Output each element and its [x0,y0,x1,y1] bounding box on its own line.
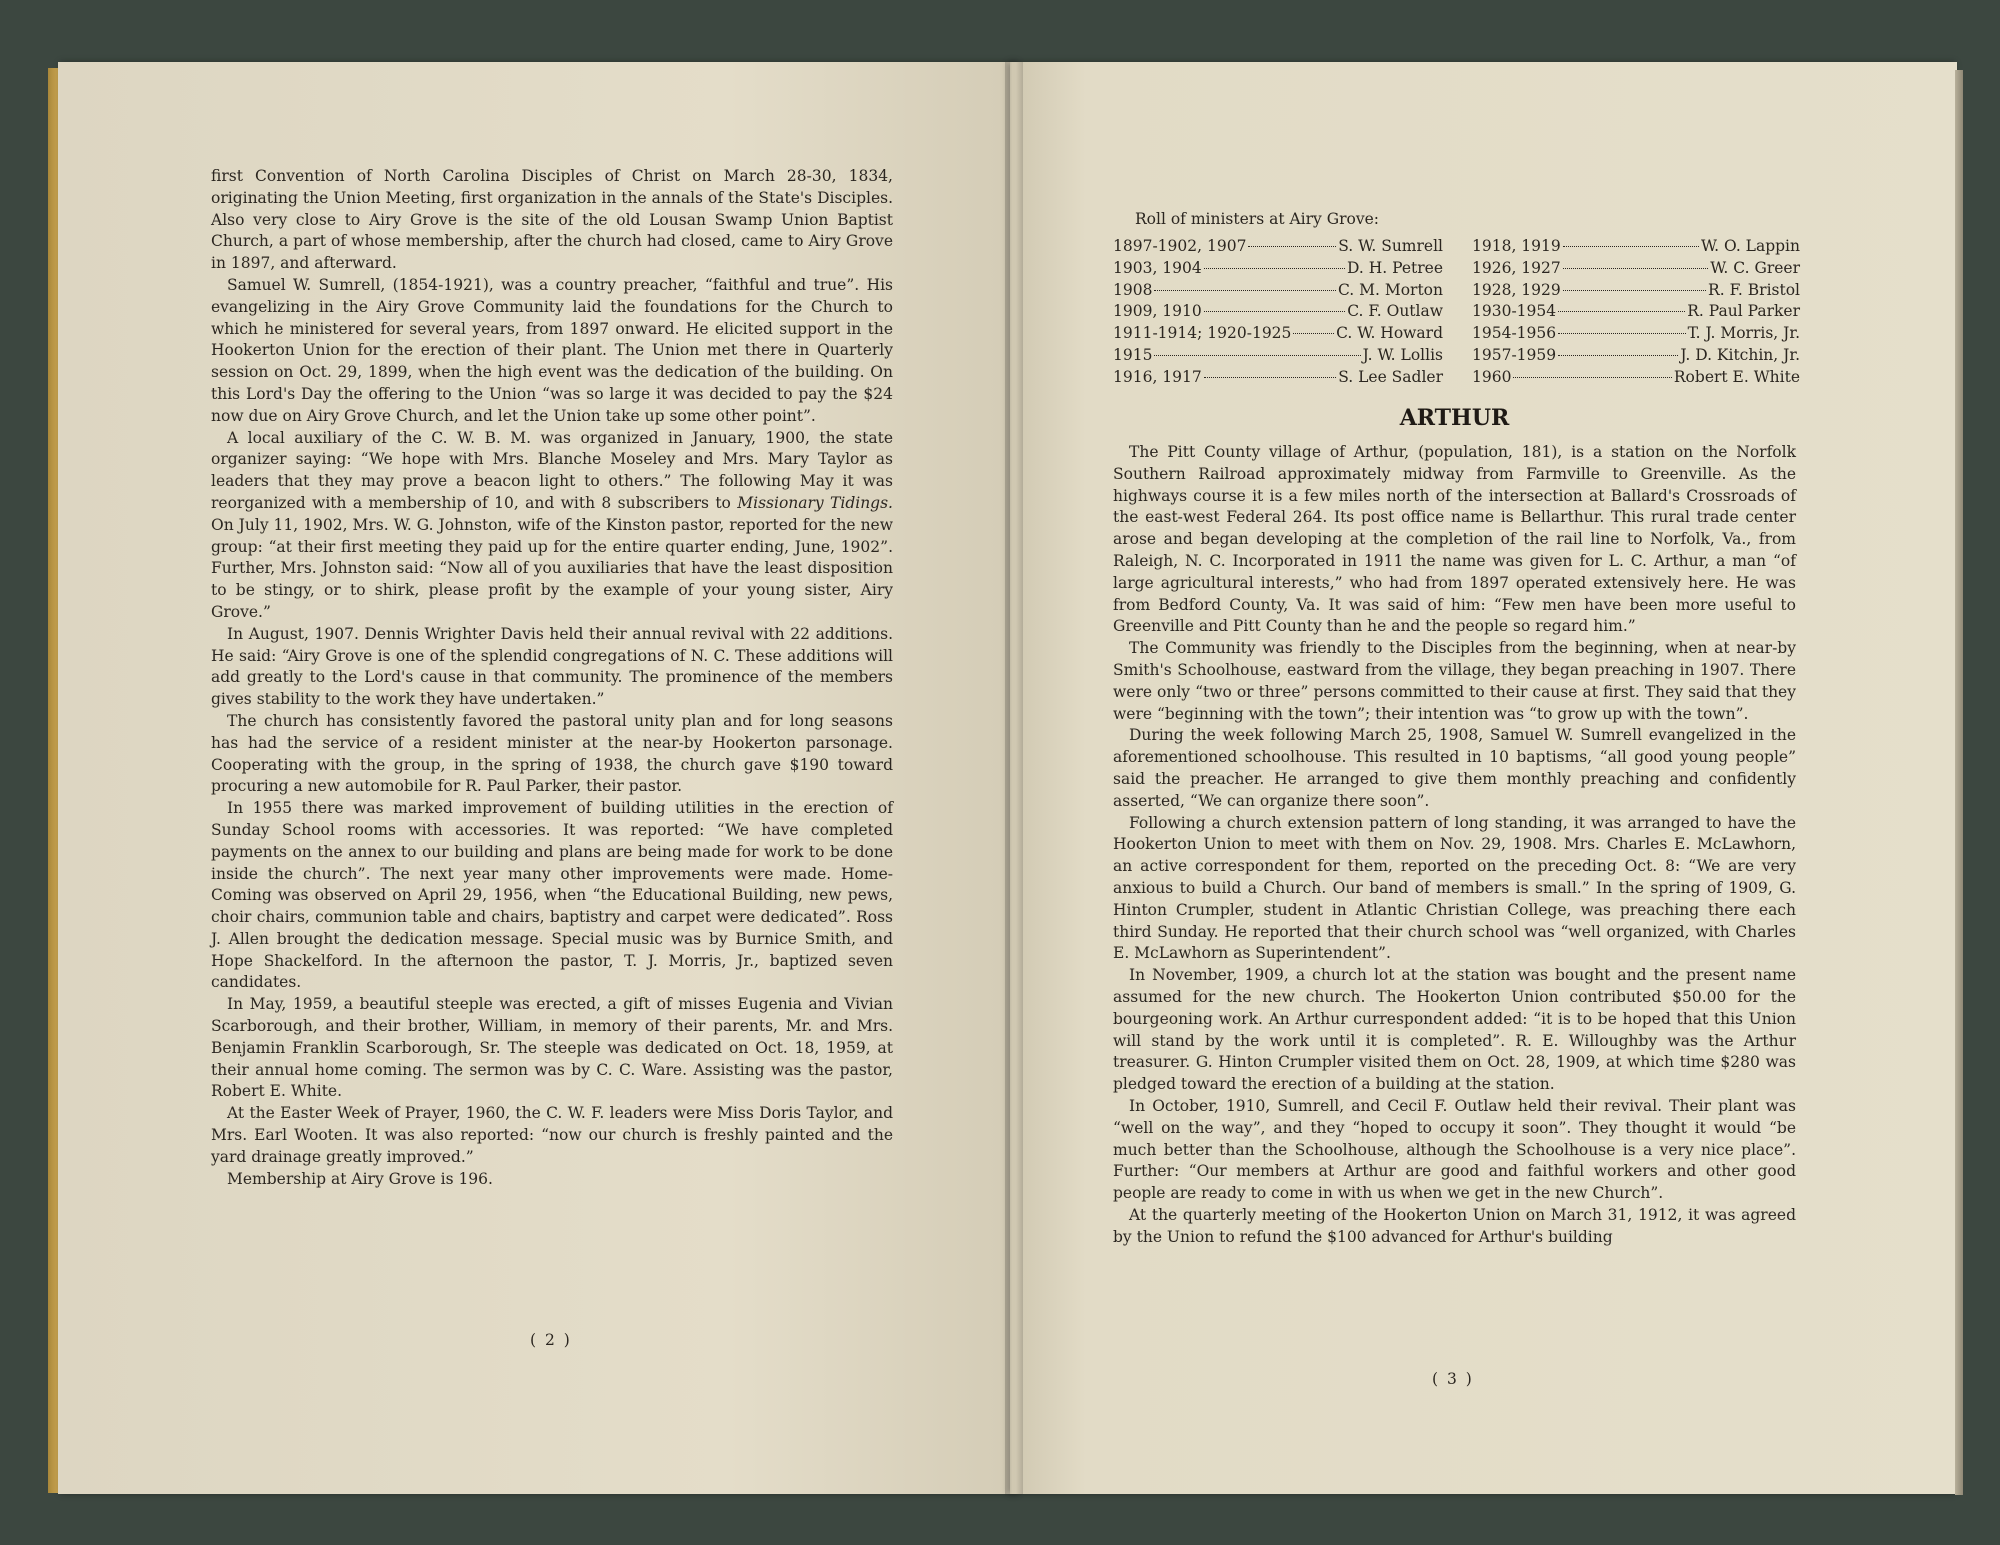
paragraph: The Pitt County village of Arthur, (population, 181), is a station on the Norfolk Southern Railroad approximately midway from Farmville to Greenville. As the highways course it is a few miles north of the intersection at Ballard's Crossroads of the east-west Federal 264. Its post office name is Bellarthur. This rural trade center arose and began developing at the completion of the rail line to Norfolk, Va., from Raleigh, N. C. Incorporated in 1911 the name was given for L. C. Arthur, a man “of large agricultural interests,” who had from 1897 operated extensively here. He was from Bedford County, Va. It was said of him: “Few men have been more useful to Greenville and Pitt County than he and the people so regard him.” [1113,443,1796,636]
paragraph: At the quarterly meeting of the Hookerton Union on March 31, 1912, it was agreed by the Union to refund the $100 advanced for Arthur's building [1113,1205,1796,1246]
roll-row: 1930-1954 R. Paul Parker [1472,302,1800,321]
paragraph: In November, 1909, a church lot at the station was bought and the present name assumed for the new church. The Hookerton Union contributed $50.00 for the bourgeoning work. An Arthur currespondent added: “it is to be hoped that this Union will stand by the work until it is completed”. R. E. Willoughby was the Arthur treasurer. G. Hinton Crumpler visited them on Oct. 28, 1909, at which time $280 was pledged toward the erection of a building at the station. [1113,966,1796,1094]
paragraph: Samuel W. Sumrell, (1854-1921), was a country preacher, “faithful and true”. His evangelizing in the Airy Grove Community laid the foundations for the Church to which he ministered for several years, from 1897 onward. He elicited support in the Hookerton Union for the erection of their plant. The Union met there in Quarterly session on Oct. 29, 1899, when the high event was the dedication of the building. On this Lord's Day the offering to the Union “was so large it was decided to pay the $24 now due on Airy Grove Church, and let the Union take up some other point”. [211,275,893,425]
roll-row: 1909, 1910 C. F. Outlaw [1113,302,1443,321]
roll-row: 1960 Robert E. White [1472,367,1800,386]
roll-row: 1928, 1929 R. F. Bristol [1472,280,1800,299]
right-page-body [1113,442,1796,1248]
paragraph: In August, 1907. Dennis Wrighter Davis held their annual revival with 22 additions. He said: “Airy Grove is one of the splendid congregations of N. C. These additions will add greatly to the Lord's cause in that community. The prominence of the members gives stability to the work they have undertaken.” [211,624,893,709]
paragraph: In 1955 there was marked improvement of building utilities in the erection of Sunday School rooms with accessories. It was reported: “We have completed payments on the annex to our building and plans are being made for work to be done inside the church”. The next year many other improvements were made. Home-Coming was observed on April 29, 1956, when “the Educational Building, new pews, choir chairs, communion table and chairs, baptistry and carpet were dedicated”. Ross J. Allen brought the dedication message. Special music was by Burnice Smith, and Hope Shackelford. In the afternoon the pastor, T. J. Morris, Jr., baptized seven candidates. [211,799,893,992]
page-number-left: ( 2 ) [530,1331,572,1349]
roll-row: 1916, 1917 S. Lee Sadler [1113,367,1443,386]
book-gutter [1005,62,1023,1494]
roll-row: 1903, 1904 D. H. Petree [1113,258,1443,277]
roll-heading: Roll of ministers at Airy Grove: [1135,210,1379,228]
left-page-body [211,166,893,1190]
publication-title: Missionary Tidings. [737,493,893,512]
roll-row: 1908 C. M. Morton [1113,280,1443,299]
roll-row: 1954-1956 T. J. Morris, Jr. [1472,324,1800,343]
roll-list-right [1472,236,1800,389]
right-page-edge [1955,70,1963,1495]
roll-row: 1918, 1919 W. O. Lappin [1472,237,1800,255]
paragraph: During the week following March 25, 1908, Samuel W. Sumrell evangelized in the aforementioned schoolhouse. This resulted in 10 baptisms, “all good young people” said the preacher. He arranged to give them monthly preaching and confidently asserted, “We can organize there soon”. [1113,726,1796,810]
paragraph: The Community was friendly to the Disciples from the beginning, when at near-by Smith's Schoolhouse, eastward from the village, they began preaching in 1907. There were only “two or three” persons committed to their cause at first. They said that they were “beginning with the town”; their intention was “to grow up with the town”. [1113,639,1796,723]
roll-row: 1897-1902, 1907 S. W. Sumrell [1113,237,1443,255]
paragraph: In October, 1910, Sumrell, and Cecil F. Outlaw held their revival. Their plant was “well on the way”, and they “hoped to occupy it soon”. They thought it would “be much better than the Schoolhouse, although the Schoolhouse is a very nice place”. Further: “Our members at Arthur are good and faithful workers and other good people are ready to come in with us when we get in the new Church”. [1113,1096,1796,1203]
roll-row: 1915 J. W. Lollis [1113,345,1443,364]
paragraph: Following a church extension pattern of long standing, it was arranged to have the Hookerton Union to meet with them on Nov. 29, 1908. Mrs. Charles E. McLawhorn, an active correspondent for them, reported on the preceding Oct. 8: “We are very anxious to build a Church. Our band of members is small.” In the spring of 1909, G. Hinton Crumpler, student in Atlantic Christian College, was preaching there each third Sunday. He reported that their church school was “well organized, with Charles E. McLawhorn as Superintendent”. [1113,813,1796,963]
page-number-right: ( 3 ) [1432,1370,1474,1388]
roll-row: 1911-1914; 1920-1925 C. W. Howard [1113,324,1443,343]
roll-row: 1957-1959 J. D. Kitchin, Jr. [1472,345,1800,364]
paragraph: Membership at Airy Grove is 196. [227,1169,493,1188]
paragraph: The church has consistently favored the pastoral unity plan and for long seasons has had the service of a resident minister at the near-by Hookerton parsonage. Cooperating with the group, in the spring of 1938, the church gave $190 toward procuring a new automobile for R. Paul Parker, their pastor. [211,711,893,796]
paragraph: first Convention of North Carolina Disciples of Christ on March 28-30, 1834, originating the Union Meeting, first organization in the annals of the State's Disciples. Also very close to Airy Grove is the site of the old Lousan Swamp Union Baptist Church, a part of whose membership, after the church had closed, came to Airy Grove in 1897, and afterward. [211,167,893,273]
roll-row: 1926, 1927 W. C. Greer [1472,258,1800,277]
paragraph: In May, 1959, a beautiful steeple was erected, a gift of misses Eugenia and Vivian Scarborough, and their brother, William, in memory of their parents, Mr. and Mrs. Benjamin Franklin Scarborough, Sr. The steeple was dedicated on Oct. 18, 1959, at their annual home coming. The sermon was by C. C. Ware. Assisting was the pastor, Robert E. White. [211,995,893,1101]
paragraph: A local auxiliary of the C. W. B. M. was organized in January, 1900, the state organizer saying: “We hope with Mrs. Blanche Moseley and Mrs. Mary Taylor as leaders that they may prove a beacon light to others.” The following May it was reorganized with a membership of 10, and with 8 subscribers to Missionary Tidings. On July 11, 1902, Mrs. W. G. Johnston, wife of the Kinston pastor, reported for the new group: “at their first meeting they paid up for the entire quarter ending, June, 1902”. Further, Mrs. Johnston said: “Now all of you auxiliaries that have the least disposition to be stingy, or to shirk, please profit by the example of your young sister, Airy Grove.” [211,428,893,621]
roll-list-left [1113,236,1443,389]
paragraph: At the Easter Week of Prayer, 1960, the C. W. F. leaders were Miss Doris Taylor, and Mrs. Earl Wooten. It was also reported: “now our church is freshly painted and the yard drainage greatly improved.” [211,1104,893,1166]
section-title: ARTHUR [1399,405,1510,431]
